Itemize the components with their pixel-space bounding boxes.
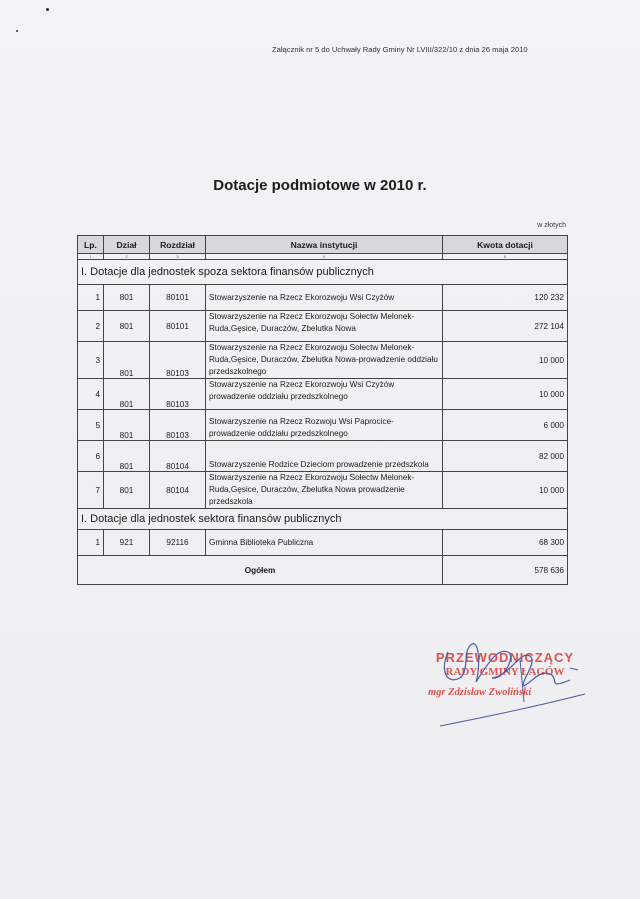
cell-rozdzial: 80103: [150, 410, 206, 441]
total-row: [78, 556, 568, 585]
column-number: 5: [443, 254, 568, 260]
column-number: 1: [78, 254, 104, 260]
cell-rozdzial: 80101: [150, 311, 206, 342]
cell-dzial: 921: [104, 530, 150, 556]
cell-rozdzial: 80104: [150, 441, 206, 472]
section-row: [78, 509, 568, 530]
header-lp: Lp.: [78, 236, 104, 254]
table-row: [78, 379, 568, 410]
cell-nazwa: Stowarzyszenie na Rzecz Ekorozwoju Sołectw Melonek-Ruda,Gęsice, Duraczów, Zbelutka Nowa prowadzenie przedszkola: [206, 472, 443, 509]
cell-nazwa: Stowarzyszenie na Rzecz Ekorozwoju Sołectw Melonek-Ruda,Gęsice, Duraczów, Zbelutka Nowa-prowadzenie oddziału przedszkolnego: [206, 342, 443, 379]
total-value: 578 636: [443, 556, 568, 585]
cell-rozdzial: 92116: [150, 530, 206, 556]
stamp-title: PRZEWODNICZĄCY: [435, 650, 575, 665]
cell-nazwa: Gminna Biblioteka Publiczna: [206, 530, 443, 556]
cell-kwota: 10 000: [443, 342, 568, 379]
table-row: [78, 285, 568, 311]
cell-kwota: 10 000: [443, 379, 568, 410]
total-label: Ogółem: [78, 556, 443, 585]
cell-dzial: 801: [104, 379, 150, 410]
cell-rozdzial: 80103: [150, 342, 206, 379]
cell-nazwa: Stowarzyszenie na Rzecz Ekorozwoju Wsi Czyżów: [206, 285, 443, 311]
cell-lp: 6: [78, 441, 104, 472]
cell-lp: 4: [78, 379, 104, 410]
cell-kwota: 272 104: [443, 311, 568, 342]
cell-dzial: 801: [104, 311, 150, 342]
cell-dzial: 801: [104, 472, 150, 509]
table-row: [78, 342, 568, 379]
header-dzial: Dział: [104, 236, 150, 254]
header-kwota: Kwota dotacji: [443, 236, 568, 254]
cell-dzial: 801: [104, 342, 150, 379]
subsidies-table: [77, 235, 568, 585]
column-number: 3: [150, 254, 206, 260]
cell-kwota: 6 000: [443, 410, 568, 441]
handwritten-signature: [420, 630, 590, 730]
table-row: [78, 410, 568, 441]
cell-rozdzial: 80101: [150, 285, 206, 311]
attachment-note: Załącznik nr 5 do Uchwały Rady Gminy Nr LVIII/322/10 z dnia 26 maja 2010: [272, 45, 528, 54]
cell-kwota: 120 232: [443, 285, 568, 311]
header-nazwa: Nazwa instytucji: [206, 236, 443, 254]
scan-speck: [46, 8, 49, 11]
header-row: [78, 236, 568, 254]
table-row: [78, 530, 568, 556]
header-rozdzial: Rozdział: [150, 236, 206, 254]
cell-lp: 2: [78, 311, 104, 342]
cell-rozdzial: 80104: [150, 472, 206, 509]
table-row: [78, 441, 568, 472]
cell-lp: 5: [78, 410, 104, 441]
cell-dzial: 801: [104, 410, 150, 441]
cell-lp: 3: [78, 342, 104, 379]
cell-kwota: 10 000: [443, 472, 568, 509]
section-title: I. Dotacje dla jednostek spoza sektora finansów publicznych: [78, 260, 568, 285]
stamp-council: RADY GMINY ŁAGÓW: [445, 666, 565, 678]
section-title: I. Dotacje dla jednostek sektora finansów publicznych: [78, 509, 568, 530]
cell-lp: 1: [78, 530, 104, 556]
section-row: [78, 260, 568, 285]
cell-lp: 1: [78, 285, 104, 311]
document-title: Dotacje podmiotowe w 2010 r.: [213, 177, 427, 194]
cell-lp: 7: [78, 472, 104, 509]
column-number: 2: [104, 254, 150, 260]
cell-nazwa: Stowarzyszenie na Rzecz Ekorozwoju Sołectw Melonek-Ruda,Gęsice, Duraczów, Zbelutka Nowa: [206, 311, 443, 342]
table-row: [78, 311, 568, 342]
cell-kwota: 68 300: [443, 530, 568, 556]
cell-nazwa: Stowarzyszenie na Rzecz Rozwoju Wsi Paprocice-prowadzenie oddziału przedszkolnego: [206, 410, 443, 441]
cell-dzial: 801: [104, 441, 150, 472]
scan-speck: [16, 30, 18, 32]
stamp-name: mgr Zdzisław Zwoliński: [428, 687, 532, 698]
table-row: [78, 472, 568, 509]
cell-dzial: 801: [104, 285, 150, 311]
column-number: 4: [206, 254, 443, 260]
cell-nazwa: Stowarzyszenie Rodzice Dzieciom prowadzenie przedszkola: [206, 441, 443, 472]
cell-kwota: 82 000: [443, 441, 568, 472]
cell-nazwa: Stowarzyszenie na Rzecz Ekorozwoju Wsi Czyżów prowadzenie oddziału przedszkolnego: [206, 379, 443, 410]
currency-unit: w złotych: [537, 222, 566, 229]
cell-rozdzial: 80103: [150, 379, 206, 410]
